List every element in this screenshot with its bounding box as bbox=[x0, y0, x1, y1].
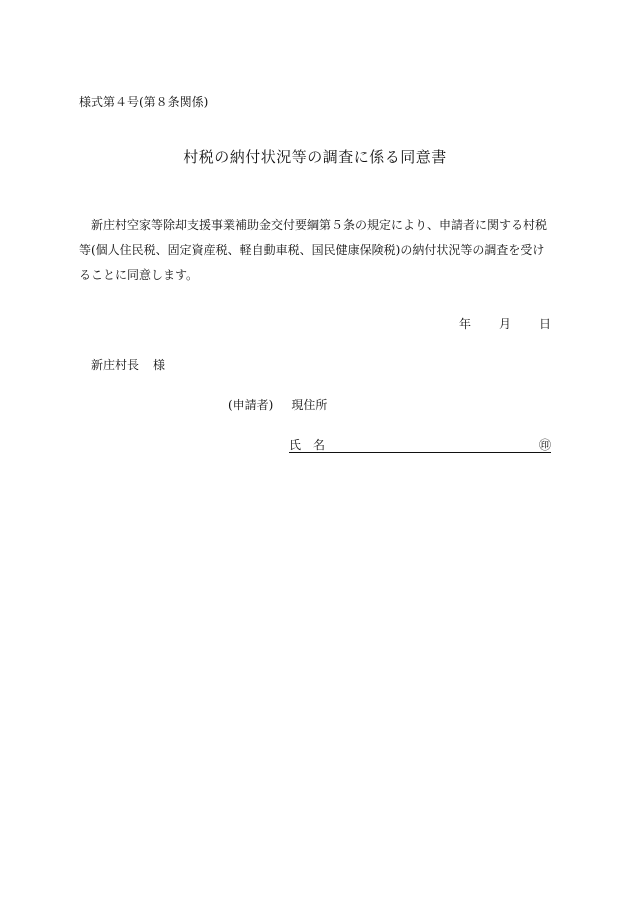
date-day-unit: 日 bbox=[538, 317, 551, 331]
addressee-honorific: 様 bbox=[153, 358, 166, 372]
date-month-unit: 月 bbox=[498, 317, 511, 331]
address-label: 現住所 bbox=[291, 398, 328, 412]
consent-line-3: ることに同意します。 bbox=[79, 268, 199, 282]
date-line bbox=[459, 316, 551, 332]
date-year-unit: 年 bbox=[458, 317, 471, 331]
addressee-name: 新庄村長 bbox=[91, 358, 140, 372]
consent-line-1: 新庄村空家等除却支援事業補助金交付要綱第５条の規定により、申請者に関する村税 bbox=[91, 218, 548, 232]
consent-body bbox=[79, 213, 553, 288]
document-title: 村税の納付状況等の調査に係る同意書 bbox=[183, 148, 447, 166]
name-label: 氏 名 bbox=[289, 438, 326, 452]
consent-line-2: 等(個人住民税、固定資産税、軽自動車税、国民健康保険税)の納付状況等の調査を受け bbox=[79, 243, 545, 257]
seal-mark: ㊞ bbox=[538, 438, 551, 452]
addressee bbox=[91, 357, 165, 373]
applicant-address-row bbox=[228, 397, 327, 413]
name-signature-line bbox=[289, 452, 551, 453]
applicant-name-row bbox=[289, 437, 551, 453]
applicant-label: (申請者) bbox=[228, 398, 274, 412]
form-number: 様式第４号(第８条関係) bbox=[79, 95, 209, 109]
